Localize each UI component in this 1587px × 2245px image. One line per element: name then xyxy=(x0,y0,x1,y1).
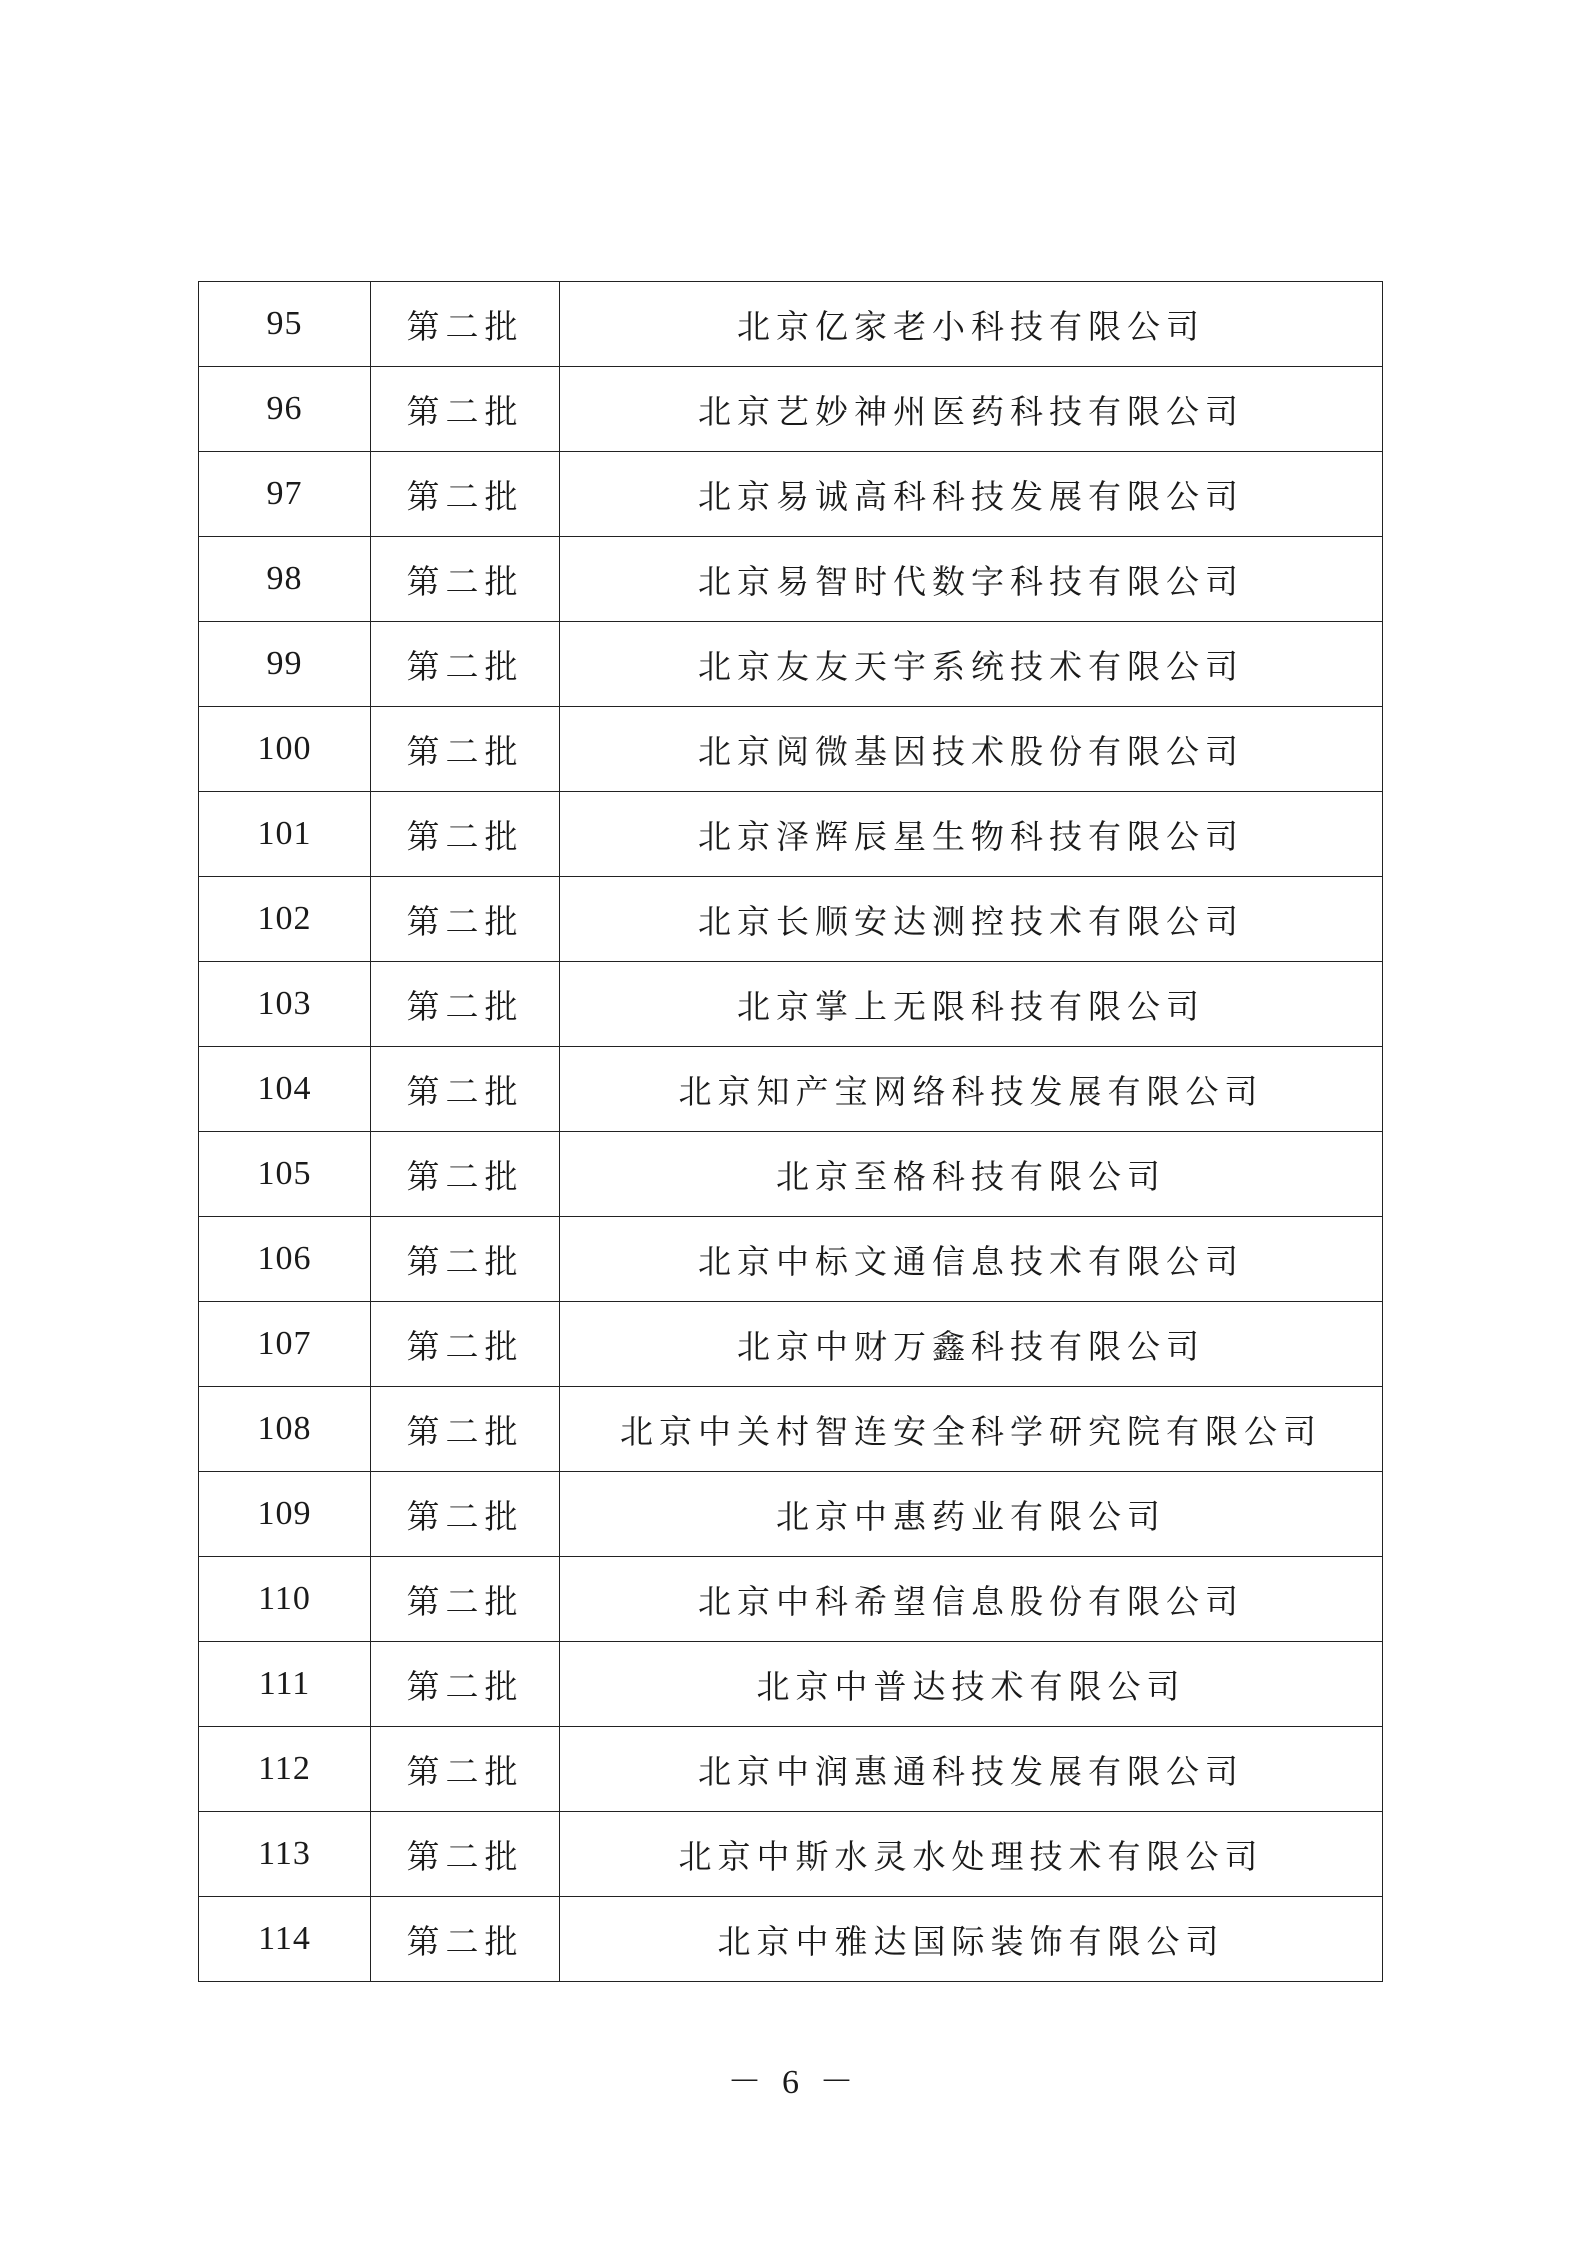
table-row xyxy=(199,1642,1383,1727)
batch-cell: 第二批 xyxy=(371,1302,560,1387)
batch-cell: 第二批 xyxy=(371,367,560,452)
table-row xyxy=(199,1387,1383,1472)
batch-cell: 第二批 xyxy=(371,877,560,962)
company-name-cell: 北京至格科技有限公司 xyxy=(560,1132,1383,1217)
row-number-cell: 110 xyxy=(199,1557,371,1642)
batch-cell: 第二批 xyxy=(371,622,560,707)
company-name-cell: 北京中财万鑫科技有限公司 xyxy=(560,1302,1383,1387)
company-name-cell: 北京中标文通信息技术有限公司 xyxy=(560,1217,1383,1302)
table-row xyxy=(199,792,1383,877)
company-name-cell: 北京中润惠通科技发展有限公司 xyxy=(560,1727,1383,1812)
row-number-cell: 101 xyxy=(199,792,371,877)
batch-cell: 第二批 xyxy=(371,1557,560,1642)
company-name-cell: 北京亿家老小科技有限公司 xyxy=(560,282,1383,367)
page-number: － 6 － xyxy=(727,2064,860,2101)
row-number-cell: 99 xyxy=(199,622,371,707)
table-row xyxy=(199,1727,1383,1812)
batch-cell: 第二批 xyxy=(371,707,560,792)
row-number-cell: 102 xyxy=(199,877,371,962)
row-number-cell: 103 xyxy=(199,962,371,1047)
company-name-cell: 北京中关村智连安全科学研究院有限公司 xyxy=(560,1387,1383,1472)
table-row xyxy=(199,962,1383,1047)
table-row xyxy=(199,1302,1383,1387)
company-list-table-container xyxy=(198,281,1382,1982)
company-name-cell: 北京易智时代数字科技有限公司 xyxy=(560,537,1383,622)
company-name-cell: 北京中斯水灵水处理技术有限公司 xyxy=(560,1812,1383,1897)
table-row xyxy=(199,1217,1383,1302)
table-row xyxy=(199,877,1383,962)
row-number-cell: 107 xyxy=(199,1302,371,1387)
batch-cell: 第二批 xyxy=(371,1387,560,1472)
row-number-cell: 104 xyxy=(199,1047,371,1132)
table-row xyxy=(199,282,1383,367)
table-row xyxy=(199,367,1383,452)
table-row xyxy=(199,537,1383,622)
table-row xyxy=(199,1132,1383,1217)
batch-cell: 第二批 xyxy=(371,1812,560,1897)
batch-cell: 第二批 xyxy=(371,452,560,537)
table-row xyxy=(199,622,1383,707)
table-row xyxy=(199,1812,1383,1897)
company-name-cell: 北京中惠药业有限公司 xyxy=(560,1472,1383,1557)
row-number-cell: 96 xyxy=(199,367,371,452)
batch-cell: 第二批 xyxy=(371,1897,560,1982)
company-name-cell: 北京泽辉辰星生物科技有限公司 xyxy=(560,792,1383,877)
batch-cell: 第二批 xyxy=(371,282,560,367)
batch-cell: 第二批 xyxy=(371,1047,560,1132)
table-row xyxy=(199,1472,1383,1557)
batch-cell: 第二批 xyxy=(371,1642,560,1727)
company-name-cell: 北京中科希望信息股份有限公司 xyxy=(560,1557,1383,1642)
row-number-cell: 98 xyxy=(199,537,371,622)
table-row xyxy=(199,1047,1383,1132)
company-name-cell: 北京知产宝网络科技发展有限公司 xyxy=(560,1047,1383,1132)
row-number-cell: 114 xyxy=(199,1897,371,1982)
batch-cell: 第二批 xyxy=(371,537,560,622)
company-name-cell: 北京友友天宇系统技术有限公司 xyxy=(560,622,1383,707)
table-row xyxy=(199,452,1383,537)
table-row xyxy=(199,1897,1383,1982)
row-number-cell: 105 xyxy=(199,1132,371,1217)
table-body xyxy=(199,282,1383,1982)
company-name-cell: 北京艺妙神州医药科技有限公司 xyxy=(560,367,1383,452)
table-row xyxy=(199,1557,1383,1642)
batch-cell: 第二批 xyxy=(371,792,560,877)
company-name-cell: 北京掌上无限科技有限公司 xyxy=(560,962,1383,1047)
table-row xyxy=(199,707,1383,792)
row-number-cell: 111 xyxy=(199,1642,371,1727)
batch-cell: 第二批 xyxy=(371,962,560,1047)
company-name-cell: 北京易诚高科科技发展有限公司 xyxy=(560,452,1383,537)
batch-cell: 第二批 xyxy=(371,1132,560,1217)
batch-cell: 第二批 xyxy=(371,1472,560,1557)
company-name-cell: 北京长顺安达测控技术有限公司 xyxy=(560,877,1383,962)
row-number-cell: 112 xyxy=(199,1727,371,1812)
row-number-cell: 95 xyxy=(199,282,371,367)
batch-cell: 第二批 xyxy=(371,1727,560,1812)
row-number-cell: 109 xyxy=(199,1472,371,1557)
row-number-cell: 100 xyxy=(199,707,371,792)
row-number-cell: 106 xyxy=(199,1217,371,1302)
company-list-table xyxy=(198,281,1383,1982)
row-number-cell: 113 xyxy=(199,1812,371,1897)
batch-cell: 第二批 xyxy=(371,1217,560,1302)
row-number-cell: 97 xyxy=(199,452,371,537)
company-name-cell: 北京中雅达国际装饰有限公司 xyxy=(560,1897,1383,1982)
row-number-cell: 108 xyxy=(199,1387,371,1472)
company-name-cell: 北京中普达技术有限公司 xyxy=(560,1642,1383,1727)
company-name-cell: 北京阅微基因技术股份有限公司 xyxy=(560,707,1383,792)
